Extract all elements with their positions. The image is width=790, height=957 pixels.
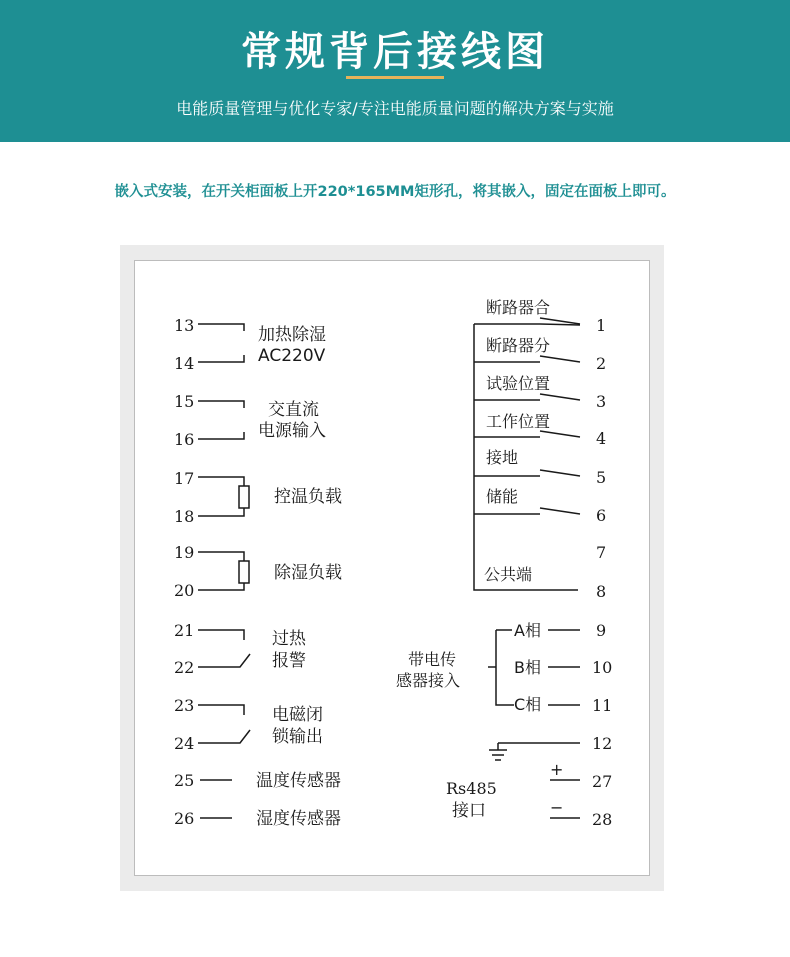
label-em-lock: 电磁闭	[272, 705, 323, 725]
terminal-19: 19	[174, 543, 195, 562]
label-ac220v: AC220V	[258, 346, 326, 366]
terminal-12: 12	[592, 734, 613, 753]
label-common: 公共端	[484, 565, 533, 584]
label-heat-dehumidify: 加热除湿	[258, 325, 326, 345]
terminal-16: 16	[174, 430, 195, 449]
load-resistor-icon	[239, 561, 249, 583]
terminal-17: 17	[174, 469, 195, 488]
label-power-input: 电源输入	[258, 421, 326, 441]
terminal-2: 2	[596, 354, 607, 373]
contact-2	[474, 356, 580, 362]
terminal-9: 9	[596, 621, 607, 640]
label-earthing: 接地	[486, 448, 519, 467]
label-temp-load: 控温负载	[274, 487, 342, 507]
terminal-22: 22	[174, 658, 195, 677]
page-title: 常规背后接线图	[241, 29, 549, 75]
terminal-23: 23	[174, 696, 195, 715]
terminal-13: 13	[174, 316, 195, 335]
install-note: 嵌入式安装，在开关柜面板上开220*165MM矩形孔，将其嵌入，固定在面板上即可。	[114, 184, 676, 200]
terminal-4: 4	[596, 429, 607, 448]
wire-13	[198, 324, 244, 331]
contact-4	[474, 431, 580, 437]
terminal-24: 24	[174, 734, 195, 753]
wire-17-18	[198, 477, 244, 516]
label-rs485: Rs485	[446, 779, 497, 798]
terminal-3: 3	[596, 392, 607, 411]
label-breaker-close: 断路器合	[486, 298, 551, 317]
terminal-18: 18	[174, 507, 195, 526]
label-lock-output: 锁输出	[272, 727, 323, 747]
terminal-21: 21	[174, 621, 195, 640]
relay-contact-21-22	[198, 630, 250, 667]
label-breaker-open: 断路器分	[486, 336, 551, 355]
terminal-10: 10	[592, 658, 613, 677]
rs485-plus-sign: +	[550, 760, 564, 779]
label-interface: 接口	[452, 801, 486, 821]
wire-15	[198, 401, 244, 408]
terminal-26: 26	[174, 809, 195, 828]
wire-14	[198, 355, 244, 362]
ground-icon	[489, 743, 580, 760]
label-overheat: 过热	[272, 629, 306, 649]
label-phase-b: B相	[514, 658, 541, 677]
terminal-28: 28	[592, 810, 613, 829]
terminal-15: 15	[174, 392, 195, 411]
contact-1-blade	[540, 318, 580, 324]
terminal-27: 27	[592, 772, 613, 791]
contact-5	[474, 470, 580, 476]
terminal-6: 6	[596, 506, 607, 525]
wire-16	[198, 432, 244, 439]
terminal-1: 1	[596, 316, 607, 335]
contact-1	[474, 324, 580, 325]
label-test-position: 试验位置	[486, 374, 551, 393]
terminal-8: 8	[596, 582, 607, 601]
contact-3	[474, 394, 580, 400]
label-work-position: 工作位置	[486, 412, 551, 431]
label-humidity-sensor: 湿度传感器	[256, 809, 341, 829]
label-dehumidify-load: 除湿负载	[274, 563, 342, 583]
label-ac-dc: 交直流	[268, 400, 319, 420]
label-phase-c: C相	[514, 695, 542, 714]
terminal-5: 5	[596, 468, 607, 487]
relay-contact-23-24	[198, 705, 250, 743]
ct-bracket	[496, 630, 514, 705]
rs485-minus-sign: −	[550, 798, 564, 817]
wire-19-20	[198, 552, 244, 590]
terminal-25: 25	[174, 771, 195, 790]
label-phase-a: A相	[514, 621, 541, 640]
label-energy-storage: 储能	[486, 487, 519, 506]
terminal-20: 20	[174, 581, 195, 600]
label-temp-sensor: 温度传感器	[256, 771, 341, 791]
contact-6	[474, 508, 580, 514]
page-subtitle: 电能质量管理与优化专家/专注电能质量问题的解决方案与实施	[176, 99, 614, 118]
label-alarm: 报警	[272, 651, 306, 671]
terminal-7: 7	[596, 543, 607, 562]
terminal-11: 11	[592, 696, 613, 715]
label-ct-input-2: 感器接入	[396, 671, 461, 690]
label-ct-input-1: 带电传	[408, 650, 457, 669]
load-resistor-icon	[239, 486, 249, 508]
terminal-14: 14	[174, 354, 195, 373]
